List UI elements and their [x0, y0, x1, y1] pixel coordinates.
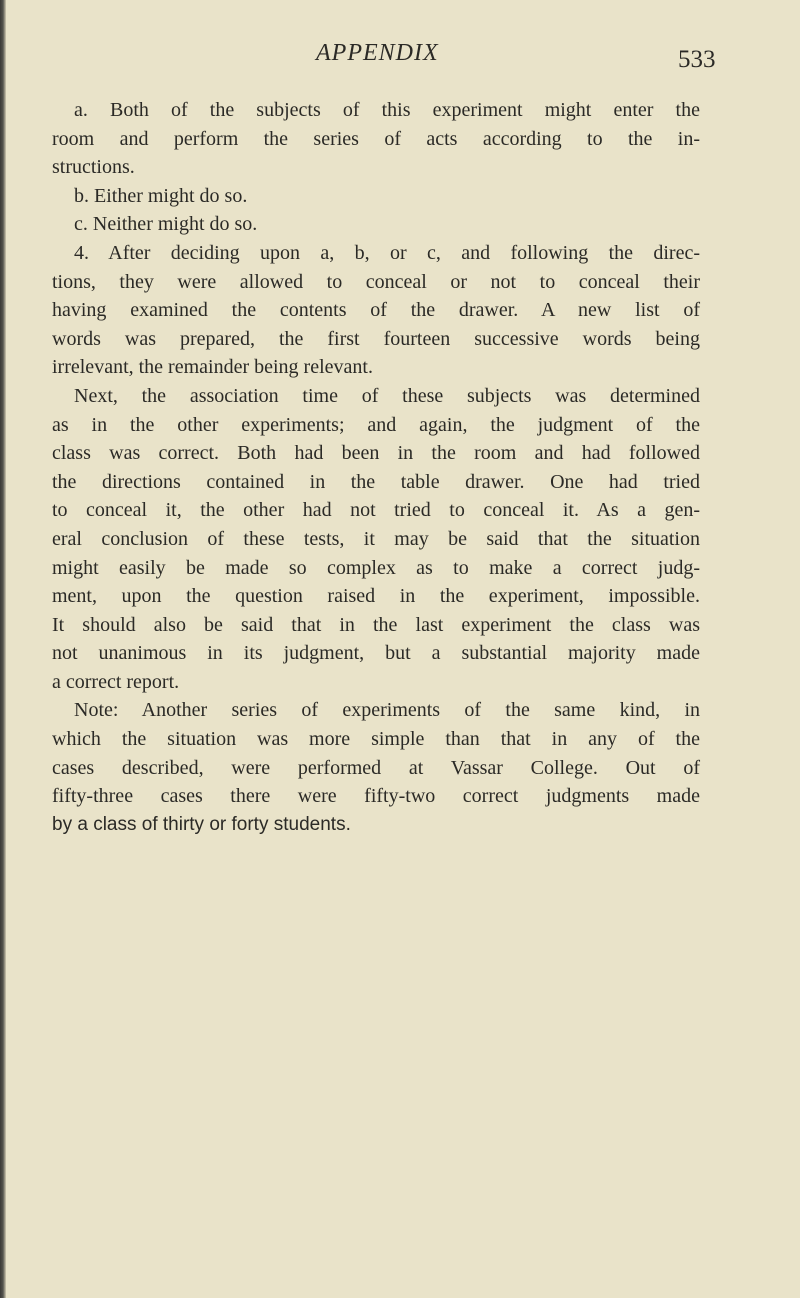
page-binding-edge: [0, 0, 6, 1298]
text-line: It should also be said that in the last experiment the class was: [52, 613, 700, 636]
text-line: eral conclusion of these tests, it may be said that the situation: [52, 527, 700, 550]
text-line: a correct report.: [52, 670, 180, 693]
text-line: words was prepared, the first fourteen successive words being: [52, 327, 700, 350]
page-header: [0, 38, 800, 88]
text-line: Note: Another series of experiments of the same kind, in: [74, 699, 700, 722]
text-line: Next, the association time of these subjects was determined: [74, 384, 700, 407]
text-line: having examined the contents of the drawer. A new list of: [52, 299, 700, 322]
text-line: as in the other experiments; and again, the judgment of the: [52, 413, 700, 436]
body-text: [52, 96, 700, 839]
text-line: b. Either might do so.: [74, 184, 248, 207]
text-line: tions, they were allowed to conceal or not to conceal their: [52, 270, 700, 293]
text-line: class was correct. Both had been in the room and had followed: [52, 442, 700, 465]
text-line: which the situation was more simple than that in any of the: [52, 728, 700, 751]
text-line: c. Neither might do so.: [74, 213, 258, 236]
text-line: room and perform the series of acts according to the in-: [52, 127, 700, 150]
running-head: APPENDIX: [316, 40, 439, 66]
text-line: by a class of thirty or forty students.: [52, 813, 351, 835]
text-line: irrelevant, the remainder being relevant.: [52, 356, 373, 379]
text-line: a. Both of the subjects of this experiment might enter the: [74, 99, 700, 121]
text-line: cases described, were performed at Vassar College. Out of: [52, 756, 700, 779]
text-line: structions.: [52, 156, 135, 179]
text-line: to conceal it, the other had not tried to conceal it. As a gen-: [52, 499, 700, 522]
text-line: 4. After deciding upon a, b, or c, and following the direc-: [74, 241, 700, 264]
text-line: ment, upon the question raised in the experiment, impossible.: [52, 585, 700, 608]
text-line: not unanimous in its judgment, but a substantial majority made: [52, 642, 700, 665]
page-number: 533: [678, 46, 716, 73]
text-line: the directions contained in the table drawer. One had tried: [52, 470, 700, 493]
text-line: fifty-three cases there were fifty-two correct judgments made: [52, 785, 700, 808]
text-line: might easily be made so complex as to make a correct judg-: [52, 556, 700, 579]
